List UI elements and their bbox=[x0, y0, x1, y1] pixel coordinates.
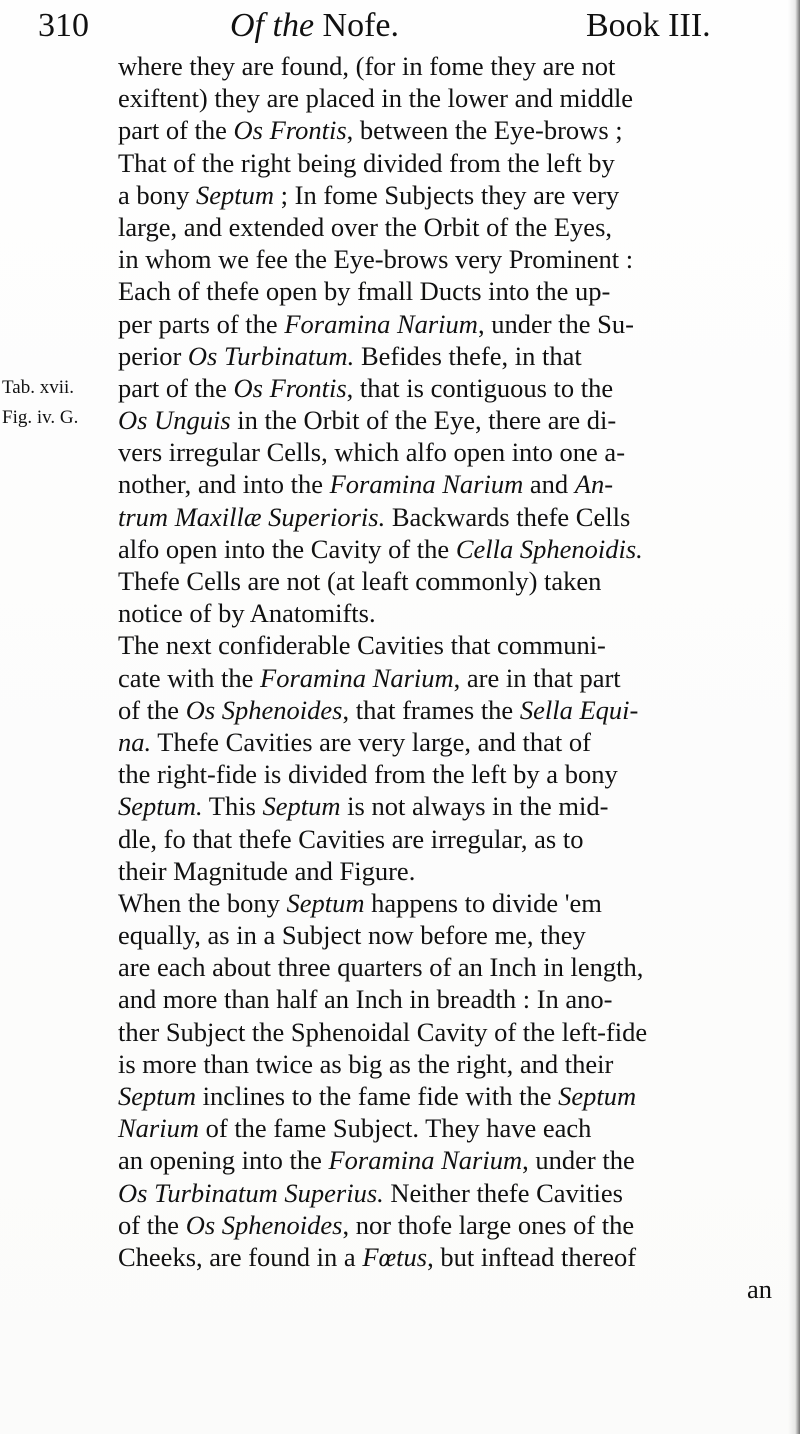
text-run: equally, as in a Subject now before me, they bbox=[118, 920, 586, 951]
text-run: of the bbox=[118, 694, 186, 725]
text-line bbox=[118, 179, 798, 211]
italic-term: Foramina Narium bbox=[260, 662, 454, 693]
text-line bbox=[118, 951, 798, 983]
text-run: Befides thefe, in that bbox=[354, 340, 582, 371]
text-run: , nor thofe large ones of the bbox=[342, 1209, 635, 1240]
catchword: an bbox=[746, 1274, 772, 1305]
text-run: an opening into the bbox=[118, 1145, 329, 1176]
text-line bbox=[118, 1177, 798, 1209]
text-run: When the bony bbox=[118, 887, 287, 918]
text-line bbox=[118, 629, 798, 661]
text-line bbox=[118, 372, 798, 404]
text-line bbox=[118, 726, 798, 758]
text-run: of the bbox=[118, 1209, 186, 1240]
text-line bbox=[118, 275, 798, 307]
text-line bbox=[118, 662, 798, 694]
text-run: cate with the bbox=[118, 662, 261, 693]
text-line bbox=[118, 823, 798, 855]
text-run: Thefe Cavities are very large, and that of bbox=[151, 726, 591, 757]
italic-term: Septum bbox=[118, 1081, 197, 1111]
text-run: their Magnitude and Figure. bbox=[118, 855, 416, 886]
italic-term: Sella Equi- bbox=[519, 694, 639, 725]
text-run: dle, fo that thefe Cavities are irregular, as to bbox=[118, 823, 584, 854]
italic-term: Septum bbox=[262, 791, 341, 822]
text-line bbox=[118, 983, 798, 1015]
text-run: part of the bbox=[118, 372, 234, 403]
margin-note-tab: Tab. xvii. bbox=[2, 377, 75, 398]
text-run: This bbox=[202, 791, 263, 822]
text-run: per parts of the bbox=[118, 308, 285, 339]
text-line bbox=[118, 1112, 798, 1144]
text-line bbox=[118, 533, 798, 565]
text-run: is more than twice as big as the right, and their bbox=[118, 1048, 614, 1079]
text-run: vers irregular Cells, which alfo open into one a- bbox=[118, 437, 626, 468]
body-text bbox=[118, 50, 798, 1305]
text-line bbox=[118, 597, 798, 629]
page-header bbox=[0, 2, 800, 48]
italic-term: Narium bbox=[118, 1113, 199, 1144]
text-line bbox=[118, 1080, 798, 1112]
text-run: , under the bbox=[522, 1145, 635, 1176]
text-line bbox=[118, 1209, 798, 1241]
text-run: nother, and into the bbox=[118, 469, 330, 500]
page-edge-shadow bbox=[788, 0, 800, 1434]
book-number: Book III. bbox=[586, 7, 711, 44]
text-run: Thefe Cells are not (at leaft commonly) taken bbox=[118, 566, 602, 596]
text-run: large, and extended over the Orbit of the Eyes, bbox=[118, 211, 613, 242]
text-line bbox=[118, 565, 798, 597]
text-line bbox=[118, 50, 798, 82]
text-line bbox=[118, 404, 798, 436]
italic-term: Os Frontis bbox=[233, 372, 347, 403]
text-line bbox=[118, 855, 798, 887]
italic-term: Os Sphenoides bbox=[185, 1209, 343, 1240]
margin-note-fig: Fig. iv. G. bbox=[2, 407, 79, 428]
text-run: Neither thefe Cavities bbox=[383, 1177, 623, 1208]
text-run: , that frames the bbox=[342, 694, 520, 725]
text-line bbox=[118, 694, 798, 726]
text-run: The next confiderable Cavities that communi- bbox=[118, 630, 606, 661]
text-line bbox=[118, 1241, 798, 1273]
italic-term: Cella Sphenoidis. bbox=[455, 533, 643, 564]
italic-term: Os Unguis bbox=[118, 405, 231, 436]
text-line bbox=[118, 340, 798, 372]
italic-term: Foramina Narium bbox=[328, 1145, 523, 1176]
text-run: alfo open into the Cavity of the bbox=[118, 533, 456, 564]
text-line bbox=[118, 919, 798, 951]
text-run: inclines to the fame fide with the bbox=[196, 1081, 559, 1111]
italic-term: Fœtus bbox=[362, 1241, 428, 1272]
italic-term: trum Maxillæ Superioris. bbox=[118, 501, 386, 532]
text-line bbox=[118, 308, 798, 340]
text-line bbox=[118, 211, 798, 243]
text-run: part of the bbox=[118, 115, 234, 146]
text-line bbox=[118, 1016, 798, 1048]
text-line bbox=[118, 887, 798, 919]
text-run: , but inftead thereof bbox=[427, 1241, 637, 1272]
italic-term: Os Turbinatum. bbox=[187, 340, 355, 371]
text-run: and more than half an Inch in breadth : In ano- bbox=[118, 984, 613, 1015]
page-number: 310 bbox=[38, 7, 89, 44]
italic-term: Foramina Narium bbox=[329, 469, 524, 500]
italic-term: Septum bbox=[196, 179, 275, 210]
text-line bbox=[118, 501, 798, 533]
italic-term: Os Frontis bbox=[233, 115, 347, 146]
text-run: , that is contiguous to the bbox=[346, 372, 614, 403]
text-run: That of the right being divided from the left by bbox=[118, 147, 615, 178]
text-run: and bbox=[523, 469, 575, 500]
text-line bbox=[118, 147, 798, 179]
text-line bbox=[118, 790, 798, 822]
text-run: , between the Eye-brows ; bbox=[346, 115, 623, 146]
text-run: , are in that part bbox=[453, 662, 621, 693]
text-line bbox=[118, 468, 798, 500]
italic-term: na. bbox=[118, 726, 152, 757]
text-line bbox=[118, 82, 798, 114]
text-run: ther Subject the Sphenoidal Cavity of the left-fide bbox=[118, 1016, 648, 1047]
text-line bbox=[118, 1048, 798, 1080]
text-run: exiftent) they are placed in the lower and middle bbox=[118, 83, 634, 114]
running-title bbox=[230, 6, 399, 46]
italic-term: An- bbox=[574, 469, 614, 500]
italic-term: Septum bbox=[558, 1081, 637, 1111]
italic-term: Septum. bbox=[118, 791, 203, 822]
text-run: where they are found, (for in fome they are not bbox=[118, 51, 616, 81]
text-line bbox=[118, 114, 798, 146]
text-run: Each of thefe open by fmall Ducts into the up- bbox=[118, 276, 611, 307]
text-run: in the Orbit of the Eye, there are di- bbox=[230, 405, 617, 436]
text-run: Cheeks, are found in a bbox=[118, 1241, 363, 1272]
text-run: is not always in the mid- bbox=[340, 791, 609, 822]
text-run: perior bbox=[118, 340, 188, 371]
text-run: , under the Su- bbox=[477, 308, 634, 339]
text-run: the right-fide is divided from the left by a bony bbox=[118, 759, 618, 790]
italic-term: Os Turbinatum Superius. bbox=[118, 1177, 384, 1208]
text-run: a bony bbox=[118, 179, 197, 210]
text-run: are each about three quarters of an Inch in length, bbox=[118, 952, 644, 983]
text-run: notice of by Anatomifts. bbox=[118, 598, 376, 629]
running-title-roman: Nofe. bbox=[314, 7, 400, 44]
text-line bbox=[118, 758, 798, 790]
italic-term: Septum bbox=[286, 887, 365, 918]
text-line bbox=[118, 1144, 798, 1176]
text-run: ; In fome Subjects they are very bbox=[274, 179, 620, 210]
running-title-italic: Of the bbox=[230, 7, 315, 44]
text-run: Backwards thefe Cells bbox=[385, 501, 631, 532]
italic-term: Foramina Narium bbox=[284, 308, 478, 339]
text-run: in whom we fee the Eye-brows very Prominent : bbox=[118, 244, 634, 275]
text-run: happens to divide 'em bbox=[364, 887, 602, 918]
italic-term: Os Sphenoides bbox=[185, 694, 343, 725]
text-run: of the fame Subject. They have each bbox=[199, 1113, 592, 1144]
text-line bbox=[118, 243, 798, 275]
text-line bbox=[118, 436, 798, 468]
